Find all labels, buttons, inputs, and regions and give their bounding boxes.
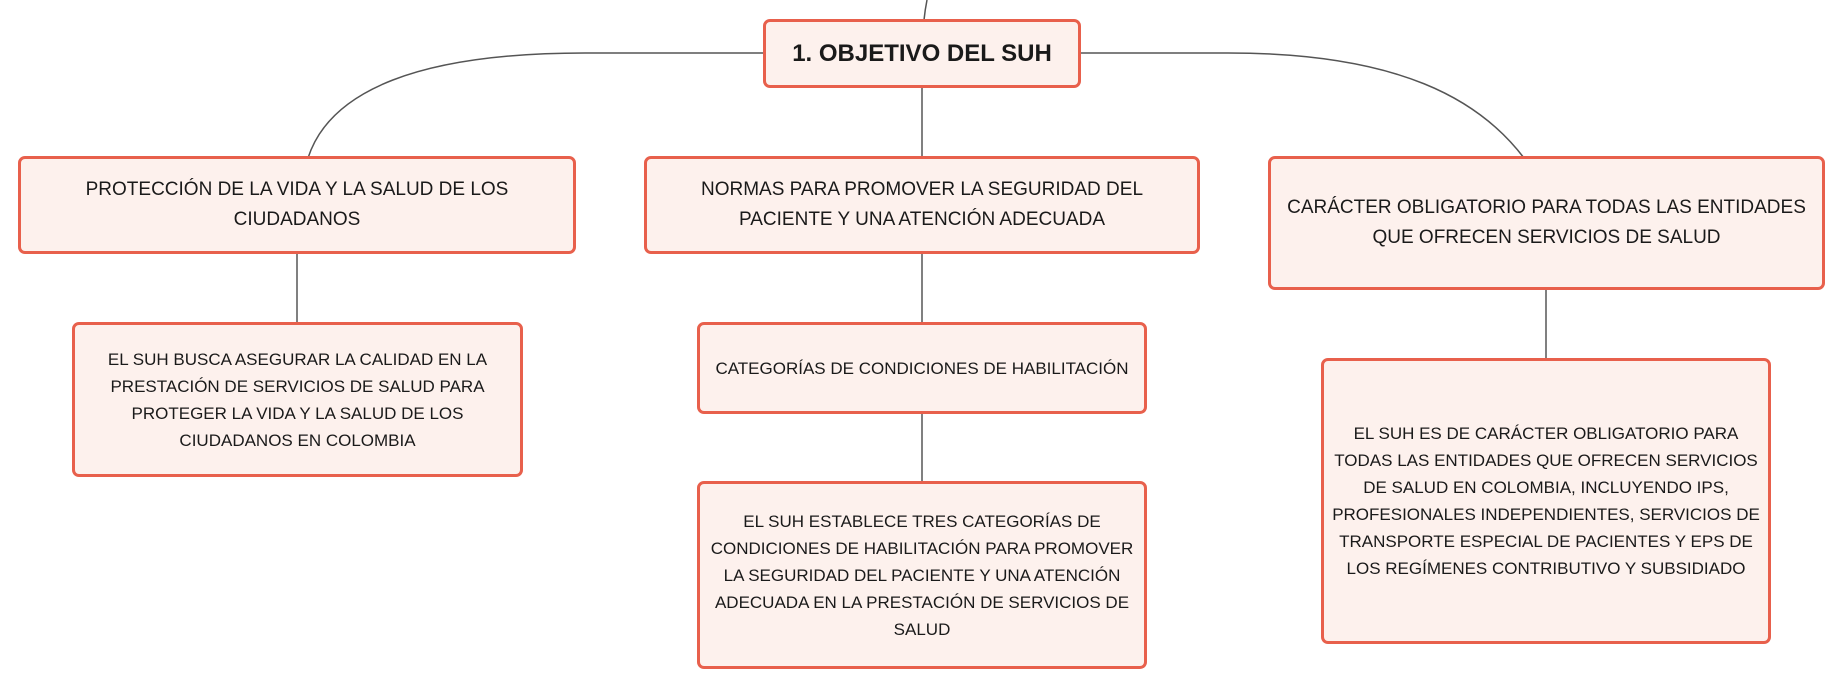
detail-node-label: EL SUH ES DE CARÁCTER OBLIGATORIO PARA TODAS LAS ENTIDADES QUE OFRECEN SERVICIOS DE SALUD EN COLOMBIA, INCLUYENDO IPS, PROFESIONALES INDEPENDIENTES, SERVICIOS DE TRANSPORTE ESPECIAL DE PACIENTES Y EPS DE LOS REGÍMENES CONTRIBUTIVO Y SUBSIDIADO	[1332, 424, 1760, 578]
branch-node-label: CARÁCTER OBLIGATORIO PARA TODAS LAS ENTIDADES QUE OFRECEN SERVICIOS DE SALUD	[1287, 197, 1806, 248]
branch-node-normas[interactable]	[644, 156, 1200, 254]
subtopic-node-label: CATEGORÍAS DE CONDICIONES DE HABILITACIÓN	[715, 358, 1129, 378]
detail-node-proteccion[interactable]	[72, 322, 523, 477]
branch-node-label: NORMAS PARA PROMOVER LA SEGURIDAD DEL PACIENTE Y UNA ATENCIÓN ADECUADA	[700, 179, 1144, 230]
detail-node-categorias[interactable]	[697, 481, 1147, 669]
root-node-objetivo-suh[interactable]	[763, 19, 1081, 88]
detail-node-caracter-obligatorio[interactable]	[1321, 358, 1771, 644]
root-node-label: 1. OBJETIVO DEL SUH	[792, 39, 1052, 67]
branch-node-label: PROTECCIÓN DE LA VIDA Y LA SALUD DE LOS CIUDADANOS	[85, 179, 509, 230]
connector-root-to-protection	[308, 53, 765, 158]
subtopic-node-categorias[interactable]	[697, 322, 1147, 414]
detail-node-label: EL SUH BUSCA ASEGURAR LA CALIDAD EN LA PRESTACIÓN DE SERVICIOS DE SALUD PARA PROTEGER LA VIDA Y LA SALUD DE LOS CIUDADANOS EN COLOMBIA	[107, 349, 488, 450]
detail-node-label: EL SUH ESTABLECE TRES CATEGORÍAS DE CONDICIONES DE HABILITACIÓN PARA PROMOVER LA SEGURIDAD DEL PACIENTE Y UNA ATENCIÓN ADECUADA EN LA PRESTACIÓN DE SERVICIOS DE SALUD	[710, 511, 1134, 639]
connector-to-parent	[924, 0, 927, 20]
branch-node-caracter-obligatorio[interactable]	[1268, 156, 1825, 290]
connector-root-to-caracter	[1078, 53, 1524, 158]
branch-node-proteccion[interactable]	[18, 156, 576, 254]
